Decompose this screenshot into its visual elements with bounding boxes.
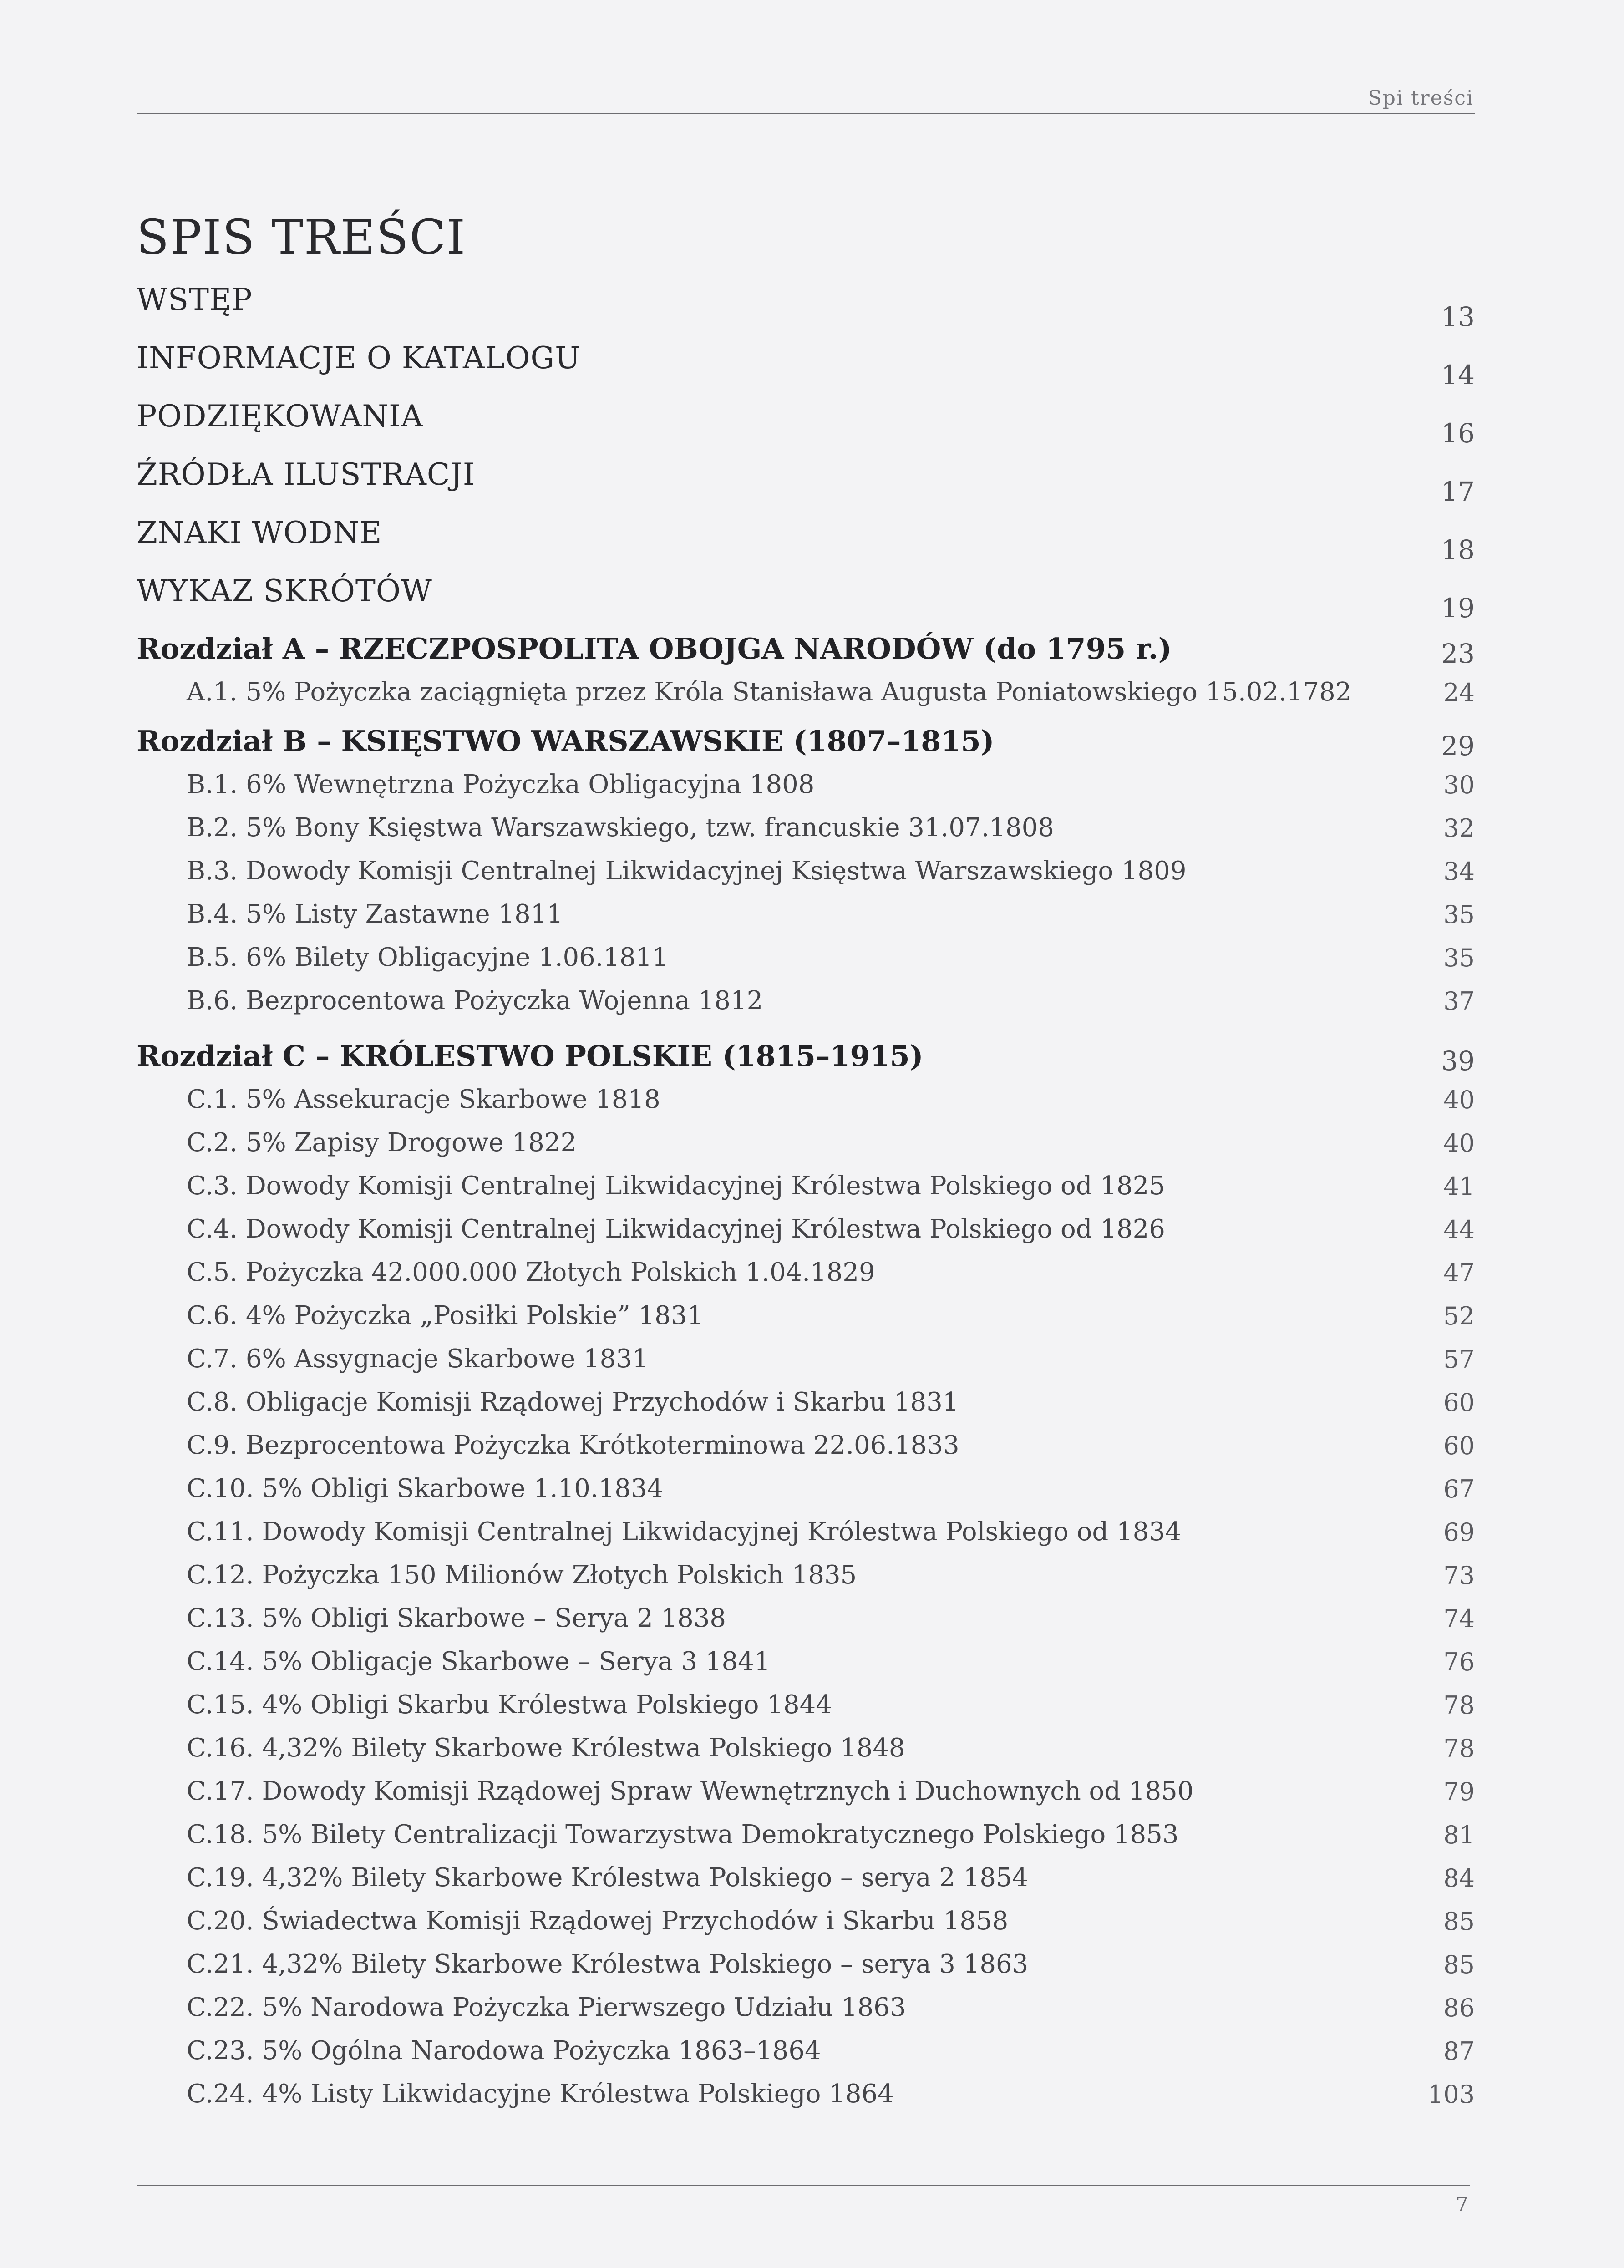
- toc-item-page: 78: [1443, 1734, 1475, 1763]
- toc-item-label: B.1. 6% Wewnętrzna Pożyczka Obligacyjna 1808: [187, 770, 815, 799]
- toc-entry-label: ZNAKI WODNE: [137, 515, 382, 550]
- toc-item-page: 85: [1443, 1907, 1475, 1936]
- toc-item[interactable]: [137, 1560, 1475, 1603]
- toc-item[interactable]: [137, 1690, 1475, 1733]
- toc-item-label: B.3. Dowody Komisji Centralnej Likwidacyjnej Księstwa Warszawskiego 1809: [187, 856, 1187, 886]
- toc-item[interactable]: [137, 1603, 1475, 1647]
- toc-item-page: 73: [1443, 1561, 1475, 1590]
- toc-item[interactable]: [137, 1647, 1475, 1690]
- toc-chapter-c[interactable]: [137, 1039, 1475, 1085]
- toc-item[interactable]: [137, 1301, 1475, 1344]
- chapter-label: Rozdział C – KRÓLESTWO POLSKIE (1815–1915): [137, 1039, 924, 1073]
- toc-item-label: B.5. 6% Bilety Obligacyjne 1.06.1811: [187, 943, 669, 972]
- toc-item-page: 44: [1443, 1215, 1475, 1244]
- toc-item[interactable]: [137, 943, 1475, 986]
- toc-item[interactable]: [137, 2036, 1475, 2079]
- toc-item-label: C.5. Pożyczka 42.000.000 Złotych Polskich 1.04.1829: [187, 1258, 875, 1287]
- toc-entry-label: ŹRÓDŁA ILUSTRACJI: [137, 457, 475, 492]
- toc-item[interactable]: [137, 1214, 1475, 1258]
- toc-item-page: 24: [1443, 678, 1475, 707]
- toc-item-label: B.2. 5% Bony Księstwa Warszawskiego, tzw. francuskie 31.07.1808: [187, 813, 1054, 842]
- toc-item-page: 60: [1443, 1388, 1475, 1417]
- toc-item-label: C.16. 4,32% Bilety Skarbowe Królestwa Polskiego 1848: [187, 1733, 905, 1763]
- toc-item-page: 81: [1443, 1821, 1475, 1849]
- toc-item[interactable]: [137, 1863, 1475, 1906]
- toc-item-page: 52: [1443, 1302, 1475, 1330]
- toc-item-page: 76: [1443, 1648, 1475, 1676]
- toc-item-page: 74: [1443, 1604, 1475, 1633]
- toc-item[interactable]: [137, 770, 1475, 813]
- toc-entry-front[interactable]: [137, 399, 1475, 457]
- toc-item-label: C.1. 5% Assekuracje Skarbowe 1818: [187, 1085, 660, 1114]
- toc-item-page: 60: [1443, 1431, 1475, 1460]
- chapter-label: Rozdział B – KSIĘSTWO WARSZAWSKIE (1807–1815): [137, 724, 995, 758]
- toc-item[interactable]: [137, 1344, 1475, 1387]
- toc-item-label: C.8. Obligacje Komisji Rządowej Przychodów i Skarbu 1831: [187, 1387, 959, 1417]
- toc-item-page: 40: [1443, 1086, 1475, 1114]
- toc-entry-label: INFORMACJE O KATALOGU: [137, 340, 581, 375]
- toc-chapter-a[interactable]: [137, 632, 1475, 677]
- toc-item-page: 57: [1443, 1345, 1475, 1374]
- toc-item-label: C.2. 5% Zapisy Drogowe 1822: [187, 1128, 577, 1157]
- running-header: Spi treści: [1368, 86, 1474, 110]
- toc-item-page: 41: [1443, 1172, 1475, 1201]
- toc-item-page: 86: [1443, 1994, 1475, 2022]
- toc-item-label: C.12. Pożyczka 150 Milionów Złotych Polskich 1835: [187, 1560, 857, 1590]
- toc-item-label: C.22. 5% Narodowa Pożyczka Pierwszego Udziału 1863: [187, 1993, 906, 2022]
- toc-item-label: C.23. 5% Ogólna Narodowa Pożyczka 1863–1864: [187, 2036, 821, 2065]
- toc-item-page: 87: [1443, 2037, 1475, 2065]
- toc-item[interactable]: [137, 1431, 1475, 1474]
- toc-entry-label: PODZIĘKOWANIA: [137, 399, 423, 434]
- toc-entry-page: 13: [1441, 301, 1475, 332]
- toc-item[interactable]: [137, 1085, 1475, 1128]
- toc-entry-label: WSTĘP: [137, 282, 253, 317]
- toc-item[interactable]: [137, 856, 1475, 899]
- toc-item[interactable]: [137, 986, 1475, 1029]
- toc-item[interactable]: [137, 1733, 1475, 1776]
- toc-item-label: C.21. 4,32% Bilety Skarbowe Królestwa Polskiego – serya 3 1863: [187, 1949, 1029, 1979]
- toc-item[interactable]: [137, 1906, 1475, 1949]
- toc-item[interactable]: [137, 1820, 1475, 1863]
- toc-item-label: C.3. Dowody Komisji Centralnej Likwidacyjnej Królestwa Polskiego od 1825: [187, 1171, 1165, 1201]
- toc-item[interactable]: [137, 813, 1475, 856]
- toc-item-label: B.6. Bezprocentowa Pożyczka Wojenna 1812: [187, 986, 763, 1015]
- toc-entry-front[interactable]: [137, 515, 1475, 573]
- toc-item[interactable]: [137, 2079, 1475, 2122]
- toc-item[interactable]: [137, 1517, 1475, 1560]
- toc-item-page: 84: [1443, 1864, 1475, 1893]
- toc-entry-front[interactable]: [137, 457, 1475, 515]
- toc-item-page: 40: [1443, 1129, 1475, 1157]
- toc-item-page: 37: [1443, 987, 1475, 1015]
- toc-item-page: 47: [1443, 1258, 1475, 1287]
- toc-item-label: C.24. 4% Listy Likwidacyjne Królestwa Polskiego 1864: [187, 2079, 894, 2109]
- chapter-page: 39: [1441, 1045, 1475, 1076]
- toc-item[interactable]: [137, 1387, 1475, 1431]
- toc-item-label: C.13. 5% Obligi Skarbowe – Serya 2 1838: [187, 1603, 726, 1633]
- toc-item-label: C.19. 4,32% Bilety Skarbowe Królestwa Polskiego – serya 2 1854: [187, 1863, 1029, 1893]
- toc-entry-page: 19: [1441, 593, 1475, 624]
- toc-entry-page: 16: [1441, 418, 1475, 449]
- toc-item-page: 67: [1443, 1475, 1475, 1503]
- toc-item[interactable]: [137, 1993, 1475, 2036]
- toc-item-label: C.4. Dowody Komisji Centralnej Likwidacyjnej Królestwa Polskiego od 1826: [187, 1214, 1165, 1244]
- toc-item-page: 103: [1427, 2080, 1475, 2109]
- toc-entry-page: 18: [1441, 534, 1475, 565]
- toc-item-page: 34: [1443, 857, 1475, 886]
- toc-entry-page: 17: [1441, 476, 1475, 507]
- chapter-page: 29: [1441, 731, 1475, 761]
- toc-item[interactable]: [137, 1776, 1475, 1820]
- toc-item-label: C.10. 5% Obligi Skarbowe 1.10.1834: [187, 1474, 664, 1503]
- toc-entry-page: 14: [1441, 360, 1475, 391]
- toc-chapter-b[interactable]: [137, 724, 1475, 770]
- toc-item[interactable]: [137, 1171, 1475, 1214]
- toc-item-page: 79: [1443, 1777, 1475, 1806]
- toc-item-page: 30: [1443, 771, 1475, 799]
- toc-item[interactable]: [137, 1474, 1475, 1517]
- toc-entry-front[interactable]: [137, 340, 1475, 399]
- toc-item[interactable]: [137, 1258, 1475, 1301]
- header-rule: [137, 113, 1475, 114]
- toc-item-label: C.18. 5% Bilety Centralizacji Towarzystwa Demokratycznego Polskiego 1853: [187, 1820, 1179, 1849]
- toc-entry-front[interactable]: [137, 573, 1475, 632]
- toc-item-label: C.9. Bezprocentowa Pożyczka Krótkoterminowa 22.06.1833: [187, 1431, 959, 1460]
- toc-item[interactable]: [137, 1949, 1475, 1993]
- toc-item-label: C.14. 5% Obligacje Skarbowe – Serya 3 1841: [187, 1647, 771, 1676]
- toc-item-page: 35: [1443, 944, 1475, 972]
- toc-item-label: C.17. Dowody Komisji Rządowej Spraw Wewnętrznych i Duchownych od 1850: [187, 1776, 1194, 1806]
- toc-item-label: C.20. Świadectwa Komisji Rządowej Przychodów i Skarbu 1858: [187, 1906, 1009, 1936]
- toc-item[interactable]: [137, 677, 1475, 720]
- toc-item-label: C.6. 4% Pożyczka „Posiłki Polskie” 1831: [187, 1301, 704, 1330]
- toc-item-page: 69: [1443, 1518, 1475, 1547]
- chapter-label: Rozdział A – RZECZPOSPOLITA OBOJGA NARODÓW (do 1795 r.): [137, 632, 1172, 665]
- toc-item-label: C.15. 4% Obligi Skarbu Królestwa Polskiego 1844: [187, 1690, 832, 1720]
- footer-rule: [137, 2185, 1470, 2186]
- toc-item[interactable]: [137, 1128, 1475, 1171]
- toc-item-label: A.1. 5% Pożyczka zaciągnięta przez Króla Stanisława Augusta Poniatowskiego 15.02.1782: [187, 677, 1352, 707]
- chapter-page: 23: [1441, 638, 1475, 669]
- toc-item-label: C.11. Dowody Komisji Centralnej Likwidacyjnej Królestwa Polskiego od 1834: [187, 1517, 1182, 1547]
- toc-item-page: 35: [1443, 900, 1475, 929]
- toc-entry-front[interactable]: [137, 282, 1475, 340]
- table-of-contents: [137, 282, 1475, 2122]
- page-title: SPIS TREŚCI: [137, 209, 467, 265]
- toc-entry-label: WYKAZ SKRÓTÓW: [137, 573, 432, 609]
- page-number: 7: [1456, 2193, 1468, 2216]
- toc-item-page: 32: [1443, 814, 1475, 842]
- toc-item[interactable]: [137, 899, 1475, 943]
- toc-item-page: 78: [1443, 1691, 1475, 1720]
- toc-item-label: C.7. 6% Assygnacje Skarbowe 1831: [187, 1344, 649, 1374]
- toc-item-label: B.4. 5% Listy Zastawne 1811: [187, 899, 563, 929]
- toc-item-page: 85: [1443, 1950, 1475, 1979]
